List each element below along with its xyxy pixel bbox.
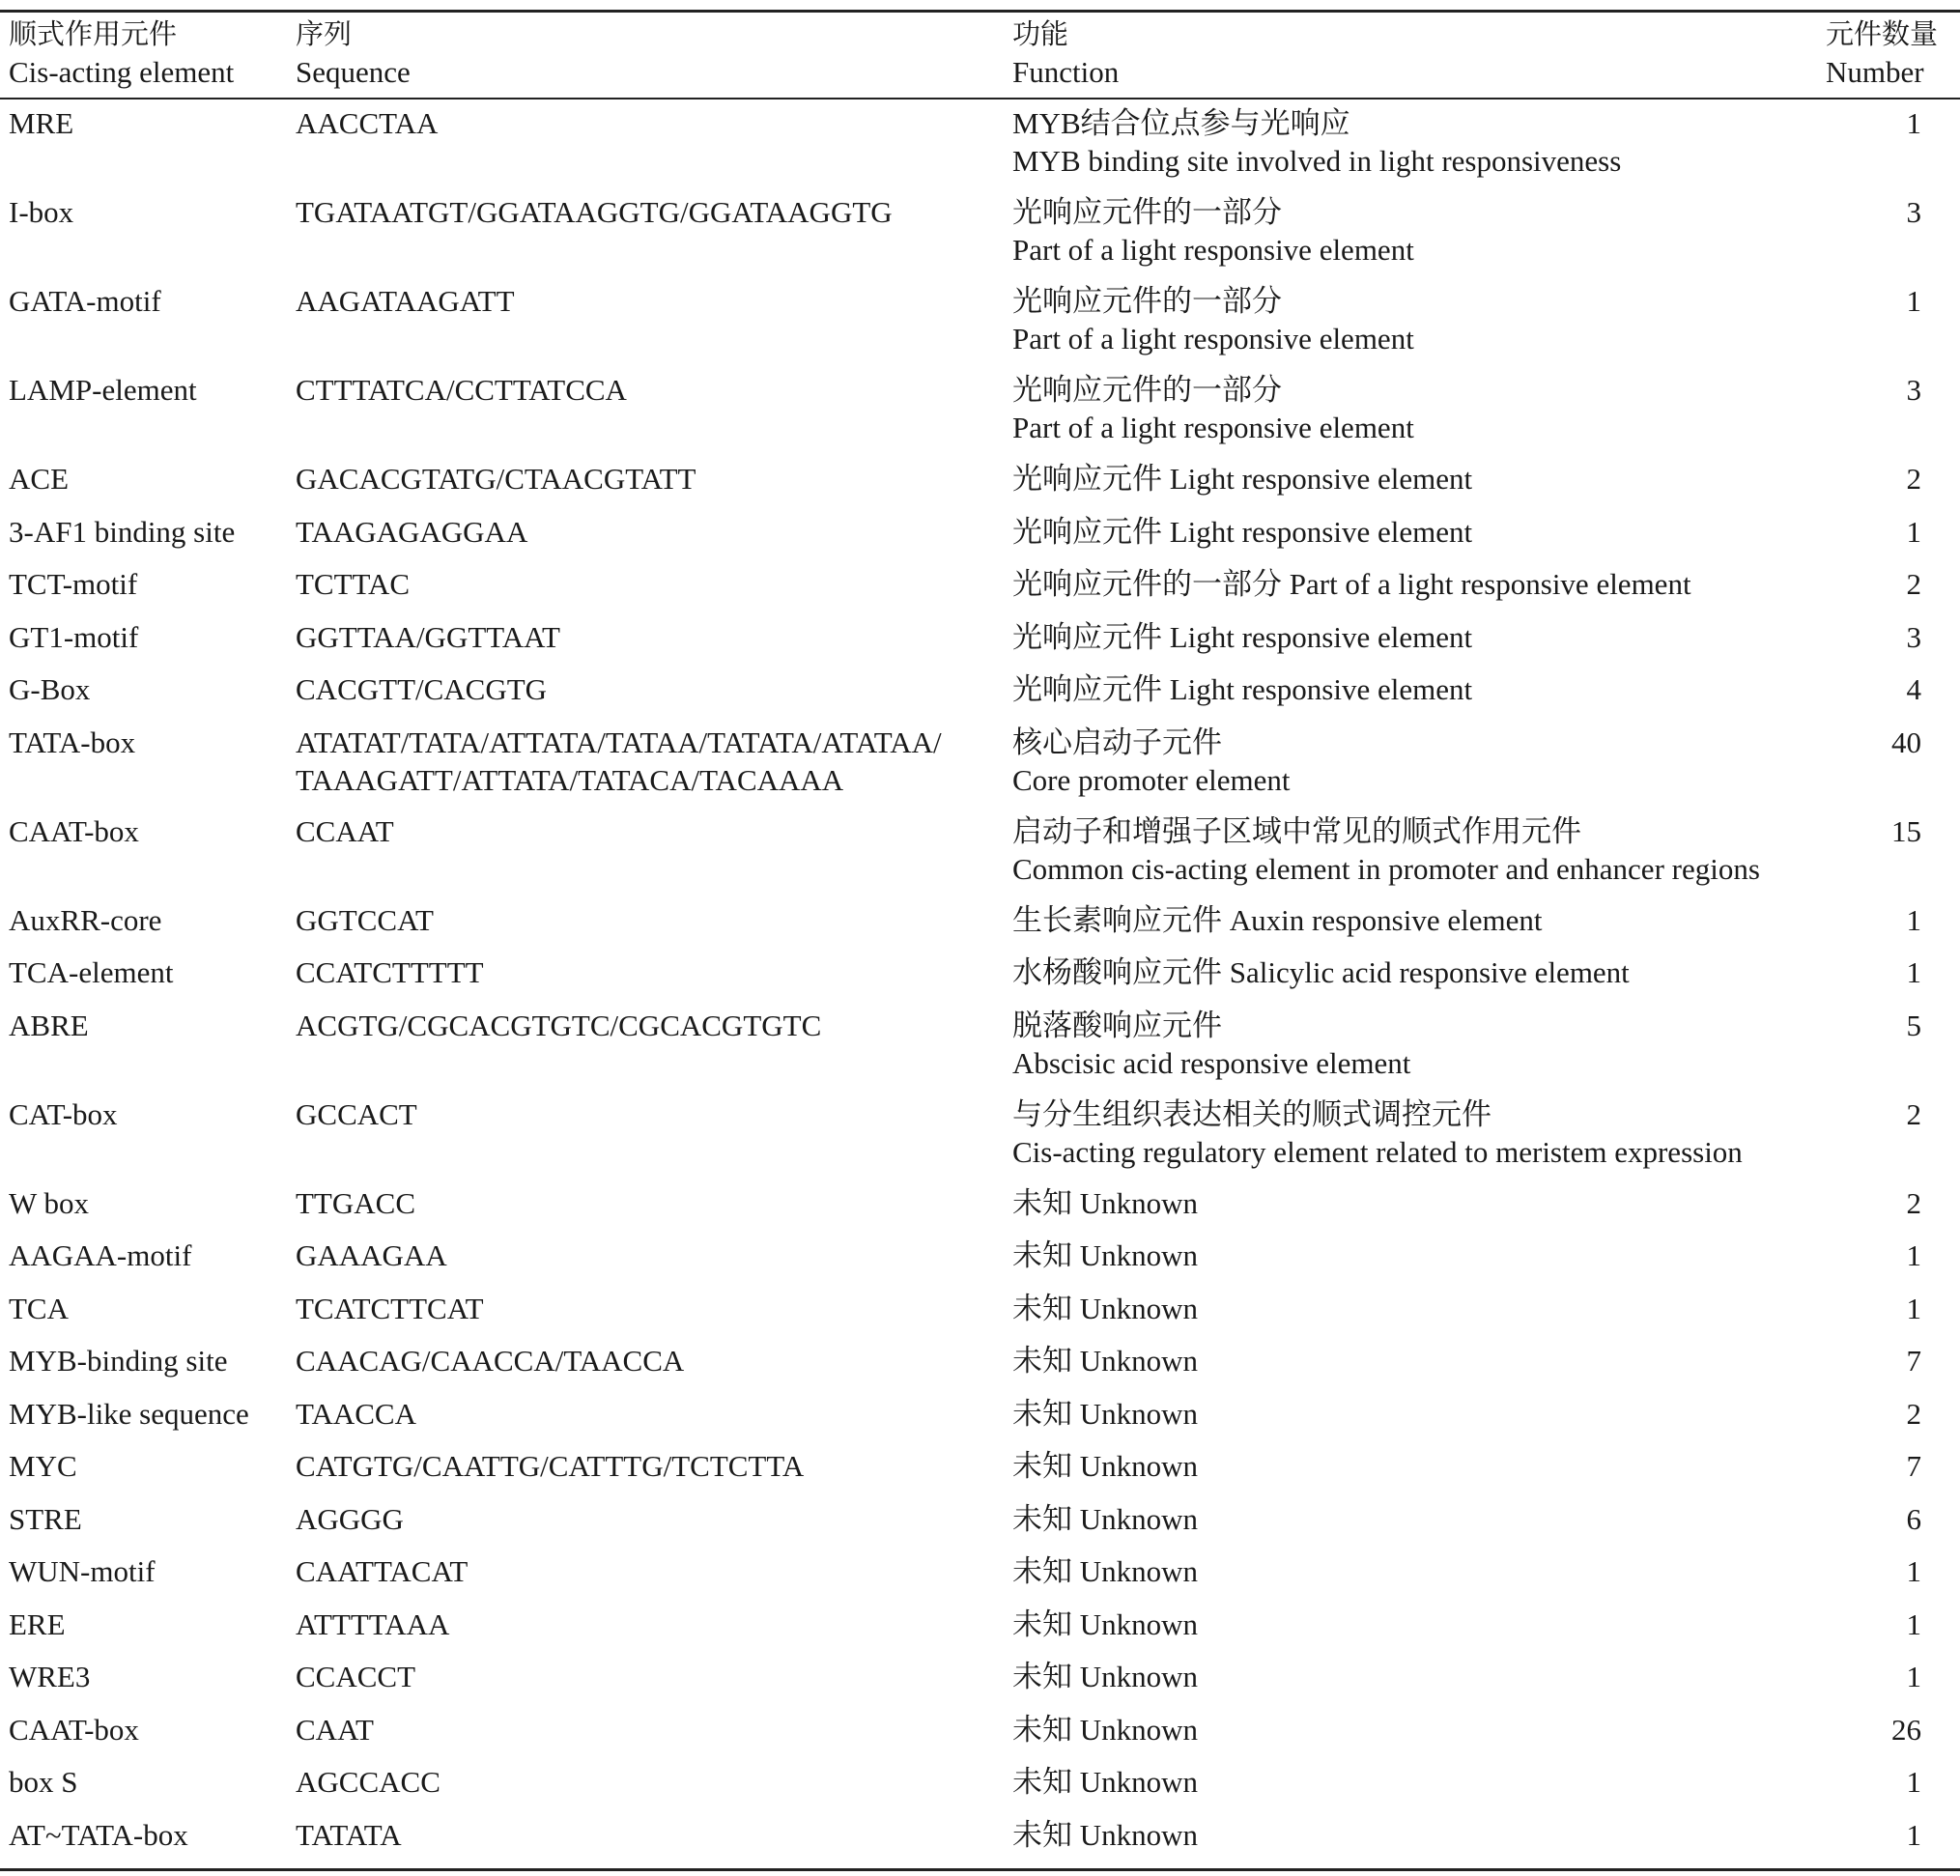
element-cell: AAGAA-motif — [9, 1238, 192, 1272]
table-row — [0, 1447, 1960, 1485]
number-cell: 3 — [1906, 195, 1921, 229]
function-line: 光响应元件的一部分 Part of a light responsive element — [1012, 567, 1691, 601]
function-line: 核心启动子元件 — [1012, 725, 1222, 759]
sequence-cell — [296, 618, 560, 656]
function-cell — [1012, 104, 1621, 180]
number-cell: 15 — [1891, 813, 1921, 848]
function-line: 生长素响应元件 Auxin responsive element — [1012, 902, 1543, 937]
sequence-cell — [296, 953, 484, 991]
sequence-line: AGCCACC — [296, 1765, 440, 1799]
sequence-cell — [296, 1290, 484, 1327]
function-cell — [1012, 513, 1472, 551]
function-line: 未知 Unknown — [1012, 1344, 1199, 1378]
sequence-line: GACACGTATG/CTAACGTATT — [296, 462, 696, 496]
table-row — [0, 513, 1960, 551]
number-cell: 6 — [1906, 1501, 1921, 1536]
element-cell: CAT-box — [9, 1096, 118, 1131]
table-row — [0, 1552, 1960, 1590]
function-line: Core promoter element — [1012, 762, 1291, 797]
header-sequence — [296, 15, 411, 91]
function-cell — [1012, 1447, 1198, 1485]
sequence-line: GCCACT — [296, 1096, 417, 1131]
function-cell — [1012, 1552, 1198, 1590]
function-cell — [1012, 812, 1760, 888]
sequence-cell — [296, 193, 893, 231]
sequence-line: AGGGG — [296, 1501, 404, 1536]
header-rule — [0, 98, 1960, 99]
sequence-cell — [296, 1395, 416, 1433]
function-cell — [1012, 282, 1414, 357]
function-line: 未知 Unknown — [1012, 1396, 1199, 1431]
number-cell: 2 — [1906, 1096, 1921, 1131]
function-line: 光响应元件的一部分 — [1012, 373, 1282, 407]
sequence-cell — [296, 1552, 468, 1590]
element-cell: 3-AF1 binding site — [9, 514, 236, 549]
table-row — [0, 1500, 1960, 1538]
function-line: 启动子和增强子区域中常见的顺式作用元件 — [1012, 813, 1581, 848]
table-row — [0, 670, 1960, 708]
function-cell — [1012, 1290, 1198, 1327]
function-cell — [1012, 1711, 1198, 1748]
sequence-cell — [296, 1184, 415, 1222]
sequence-line: ATATAT/TATA/ATTATA/TATAA/TATATA/ATATAA/ — [296, 725, 942, 759]
element-cell: CAAT-box — [9, 1712, 139, 1747]
sequence-cell — [296, 901, 434, 939]
number-cell: 7 — [1906, 1449, 1921, 1483]
function-line: 未知 Unknown — [1012, 1765, 1199, 1799]
element-cell: WUN-motif — [9, 1554, 156, 1588]
sequence-line: CTTTATCA/CCTTATCCA — [296, 373, 627, 407]
table-row — [0, 1606, 1960, 1643]
function-cell — [1012, 371, 1414, 446]
number-cell: 1 — [1906, 955, 1921, 989]
sequence-cell — [296, 371, 627, 409]
table-row — [0, 371, 1960, 446]
table-row — [0, 1095, 1960, 1171]
header-sequence-zh: 序列 — [296, 17, 353, 50]
sequence-line: CAATTACAT — [296, 1554, 469, 1588]
element-cell: TCA — [9, 1291, 69, 1325]
function-cell — [1012, 1658, 1198, 1695]
element-cell: ERE — [9, 1606, 66, 1641]
sequence-cell — [296, 565, 410, 603]
element-cell: G-Box — [9, 672, 91, 706]
element-cell: MYB-like sequence — [9, 1396, 249, 1431]
header-sequence-en: Sequence — [296, 55, 411, 89]
table-row — [0, 460, 1960, 497]
table-row — [0, 1342, 1960, 1379]
table-row — [0, 1290, 1960, 1327]
sequence-cell — [296, 1342, 684, 1379]
table-row — [0, 618, 1960, 656]
sequence-line: GGTTAA/GGTTAAT — [296, 619, 560, 654]
function-line: 未知 Unknown — [1012, 1712, 1199, 1747]
element-cell: ACE — [9, 462, 69, 496]
table-row — [0, 1236, 1960, 1274]
sequence-cell — [296, 1095, 417, 1133]
sequence-line: CACGTT/CACGTG — [296, 672, 548, 706]
sequence-line: TCTTAC — [296, 567, 411, 601]
element-cell: LAMP-element — [9, 373, 197, 407]
sequence-line: CCACCT — [296, 1660, 416, 1693]
function-cell — [1012, 460, 1472, 497]
header-element-zh: 顺式作用元件 — [9, 17, 178, 50]
table-row — [0, 1395, 1960, 1433]
number-cell: 1 — [1906, 1238, 1921, 1272]
bottom-rule — [0, 1868, 1960, 1871]
number-cell: 2 — [1906, 462, 1921, 496]
element-cell: STRE — [9, 1501, 82, 1536]
element-cell: CAAT-box — [9, 813, 139, 848]
sequence-line: TAACCA — [296, 1396, 416, 1431]
function-line: Abscisic acid responsive element — [1012, 1045, 1411, 1080]
header-function — [1012, 15, 1119, 91]
function-cell — [1012, 618, 1472, 656]
table-row — [0, 724, 1960, 799]
function-line: 未知 Unknown — [1012, 1501, 1199, 1536]
function-line: 与分生组织表达相关的顺式调控元件 — [1012, 1096, 1491, 1131]
function-cell — [1012, 1763, 1198, 1801]
function-line: 未知 Unknown — [1012, 1817, 1199, 1852]
function-line: 未知 Unknown — [1012, 1449, 1199, 1483]
number-cell: 1 — [1906, 902, 1921, 937]
header-function-en: Function — [1012, 55, 1120, 89]
function-line: 光响应元件的一部分 — [1012, 284, 1282, 318]
element-cell: ABRE — [9, 1008, 89, 1042]
sequence-line: TAAAGATT/ATTATA/TATACA/TACAAAA — [296, 762, 844, 797]
number-cell: 2 — [1906, 1185, 1921, 1220]
sequence-line: TAAGAGAGGAA — [296, 514, 528, 549]
function-cell — [1012, 1236, 1198, 1274]
sequence-cell — [296, 670, 547, 708]
function-cell — [1012, 1500, 1198, 1538]
element-cell: TATA-box — [9, 725, 136, 759]
table-row — [0, 1184, 1960, 1222]
element-cell: MYB-binding site — [9, 1344, 228, 1378]
sequence-cell — [296, 1500, 404, 1538]
sequence-cell — [296, 1236, 447, 1274]
table-row — [0, 104, 1960, 180]
sequence-cell — [296, 1606, 449, 1643]
sequence-cell — [296, 1007, 821, 1044]
header-element-en: Cis-acting element — [9, 55, 235, 89]
table-row — [0, 901, 1960, 939]
function-cell — [1012, 724, 1291, 799]
element-cell: GATA-motif — [9, 284, 161, 318]
element-cell: GT1-motif — [9, 619, 139, 654]
function-line: 脱落酸响应元件 — [1012, 1008, 1222, 1042]
sequence-cell — [296, 104, 438, 142]
function-line: 未知 Unknown — [1012, 1660, 1199, 1693]
top-rule — [0, 10, 1960, 13]
table-row — [0, 282, 1960, 357]
function-cell — [1012, 193, 1414, 269]
function-line: Part of a light responsive element — [1012, 411, 1414, 444]
number-cell: 5 — [1906, 1008, 1921, 1042]
table-row — [0, 1711, 1960, 1748]
sequence-cell — [296, 1763, 440, 1801]
element-cell: MYC — [9, 1449, 77, 1483]
sequence-cell — [296, 282, 515, 320]
sequence-line: CAACAG/CAACCA/TAACCA — [296, 1344, 685, 1378]
sequence-cell — [296, 460, 696, 497]
function-line: Part of a light responsive element — [1012, 322, 1414, 355]
sequence-cell — [296, 1711, 374, 1748]
table-row — [0, 953, 1960, 991]
element-cell: AT~TATA-box — [9, 1817, 188, 1852]
sequence-cell — [296, 724, 942, 799]
number-cell: 4 — [1906, 672, 1921, 706]
sequence-line: CAAT — [296, 1712, 374, 1747]
sequence-line: CATGTG/CAATTG/CATTTG/TCTCTTA — [296, 1449, 805, 1483]
sequence-cell — [296, 513, 527, 551]
table-row — [0, 565, 1960, 603]
function-line: 未知 Unknown — [1012, 1238, 1199, 1272]
function-line: 未知 Unknown — [1012, 1554, 1199, 1588]
function-cell — [1012, 1395, 1198, 1433]
function-cell — [1012, 1342, 1198, 1379]
element-cell: I-box — [9, 195, 74, 229]
element-cell: WRE3 — [9, 1660, 91, 1693]
table-row — [0, 812, 1960, 888]
function-line: 未知 Unknown — [1012, 1291, 1199, 1325]
number-cell: 2 — [1906, 567, 1921, 601]
number-cell: 1 — [1906, 1554, 1921, 1588]
header-function-zh: 功能 — [1012, 17, 1069, 50]
function-cell — [1012, 1816, 1198, 1854]
number-cell: 1 — [1906, 284, 1921, 318]
number-cell: 2 — [1906, 1396, 1921, 1431]
sequence-line: AAGATAAGATT — [296, 284, 515, 318]
function-line: 未知 Unknown — [1012, 1606, 1199, 1641]
number-cell: 1 — [1906, 1291, 1921, 1325]
element-cell: box S — [9, 1765, 78, 1799]
function-cell — [1012, 953, 1630, 991]
function-cell — [1012, 1606, 1198, 1643]
element-cell: TCA-element — [9, 955, 174, 989]
function-line: 光响应元件 Light responsive element — [1012, 462, 1473, 496]
number-cell: 1 — [1906, 106, 1921, 140]
number-cell: 26 — [1891, 1712, 1921, 1747]
function-line: 未知 Unknown — [1012, 1185, 1199, 1220]
element-cell: W box — [9, 1185, 89, 1220]
table-row — [0, 1816, 1960, 1854]
table-row — [0, 1763, 1960, 1801]
sequence-line: CCAAT — [296, 813, 394, 848]
number-cell: 3 — [1906, 373, 1921, 407]
sequence-line: ATTTTAAA — [296, 1606, 450, 1641]
function-line: 光响应元件的一部分 — [1012, 195, 1282, 229]
sequence-line: AACCTAA — [296, 106, 439, 140]
function-cell — [1012, 565, 1691, 603]
number-cell: 1 — [1906, 1765, 1921, 1799]
sequence-line: GGTCCAT — [296, 902, 434, 937]
function-cell — [1012, 901, 1542, 939]
sequence-cell — [296, 812, 394, 850]
table-row — [0, 1658, 1960, 1695]
header-number-en: Number — [1826, 55, 1924, 89]
sequence-line: TCATCTTCAT — [296, 1291, 484, 1325]
number-cell: 1 — [1906, 1817, 1921, 1852]
number-cell: 1 — [1906, 1606, 1921, 1641]
function-cell — [1012, 1007, 1410, 1082]
sequence-cell — [296, 1658, 415, 1695]
number-cell: 7 — [1906, 1344, 1921, 1378]
function-line: MYB结合位点参与光响应 — [1012, 106, 1350, 140]
element-cell: TCT-motif — [9, 567, 138, 601]
function-line: 光响应元件 Light responsive element — [1012, 514, 1473, 549]
function-line: 光响应元件 Light responsive element — [1012, 672, 1473, 706]
sequence-line: GAAAGAA — [296, 1238, 447, 1272]
function-line: Cis-acting regulatory element related to meristem expression — [1012, 1134, 1743, 1169]
function-line: Common cis-acting element in promoter and enhancer regions — [1012, 851, 1760, 886]
table-row — [0, 1007, 1960, 1082]
header-number-zh: 元件数量 — [1826, 17, 1939, 50]
header-element — [9, 15, 234, 91]
table-row — [0, 193, 1960, 269]
table-header — [0, 15, 1960, 93]
function-cell — [1012, 1184, 1198, 1222]
sequence-cell — [296, 1816, 402, 1854]
function-line: MYB binding site involved in light responsiveness — [1012, 144, 1622, 178]
function-cell — [1012, 1095, 1743, 1171]
number-cell: 1 — [1906, 1660, 1921, 1693]
element-cell: AuxRR-core — [9, 902, 162, 937]
header-number — [1826, 15, 1938, 91]
number-cell: 40 — [1891, 725, 1921, 759]
sequence-line: ACGTG/CGCACGTGTC/CGCACGTGTC — [296, 1008, 822, 1042]
function-line: Part of a light responsive element — [1012, 233, 1414, 267]
function-line: 光响应元件 Light responsive element — [1012, 619, 1473, 654]
number-cell: 3 — [1906, 619, 1921, 654]
number-cell: 1 — [1906, 514, 1921, 549]
sequence-line: TATATA — [296, 1817, 402, 1852]
sequence-line: CCATCTTTTT — [296, 955, 484, 989]
element-cell: MRE — [9, 106, 74, 140]
sequence-line: TGATAATGT/GGATAAGGTG/GGATAAGGTG — [296, 195, 893, 229]
function-cell — [1012, 670, 1472, 708]
function-line: 水杨酸响应元件 Salicylic acid responsive element — [1012, 955, 1630, 989]
sequence-cell — [296, 1447, 804, 1485]
sequence-line: TTGACC — [296, 1185, 415, 1220]
